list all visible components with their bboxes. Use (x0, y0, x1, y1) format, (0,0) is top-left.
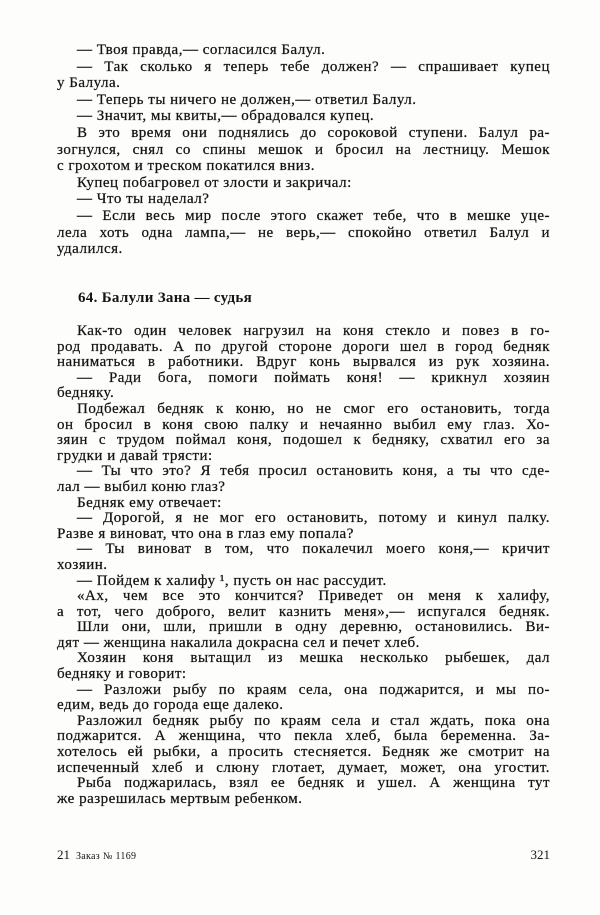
text-line: бедняку. (57, 385, 115, 402)
text-line: — Ты что это? Я тебя просил остановить коня, а ты что сде- (77, 463, 550, 480)
text-line: — Твоя правда,— согласился Балул. (77, 42, 326, 58)
text-line: Как-то один человек нагрузил на коня стекло и повез в го- (77, 323, 550, 339)
text-line: же разрешилась мертвым ребенком. (57, 790, 303, 807)
text-line: наниматься в работники. Вдруг конь вырвался из рук хозяина. (57, 354, 550, 371)
text-line: Купец побагровел от злости и закричал: (77, 174, 352, 191)
text-line: — Пойдем к халифу ¹, пусть он нас рассудит. (77, 572, 387, 589)
text-line: — Так сколько я теперь тебе должен? — спрашивает купец (77, 58, 550, 75)
text-line: испеченный хлеб и слюну глотает, думает, может, она угостит. (57, 759, 550, 776)
text-line: он бросил в коня свою палку и нечаянно выбил ему глаз. Хо- (57, 416, 550, 433)
text-line: лела хоть одна лампа,— не верь,— спокойно ответил Балул и (57, 224, 550, 241)
text-line: грудки и давай трясти: (57, 447, 213, 464)
printer-signature (57, 847, 136, 863)
text-line: с грохотом и треском покатился вниз. (57, 158, 315, 175)
text-line: «Ах, чем все это кончится? Приведет он меня к халифу, (77, 588, 550, 605)
text-line: род продавать. А по другой стороне дороги шел в город бедняк (57, 338, 550, 355)
text-line: — Дорогой, я не мог его остановить, потому и кинул палку. (77, 510, 550, 527)
text-line: у Балула. (57, 75, 121, 92)
order-number: Заказ № 1169 (76, 851, 137, 862)
text-line: хотелось ей рыбки, а просить стесняется. Бедняк же смотрит на (57, 744, 550, 761)
text-line: дят — женщина накалила докрасна сел и печет хлеб. (57, 634, 420, 651)
story-body-text (57, 324, 550, 807)
signature-number: 21 (57, 847, 70, 862)
text-line: — Если весь мир после этого скажет тебе, что в мешке уце- (77, 207, 550, 224)
section-heading: 64. Балули Зана — судья (78, 290, 253, 306)
text-line: удалился. (57, 241, 123, 258)
page-footer (57, 847, 550, 863)
text-line: Шли они, шли, пришли в одну деревню, остановились. Ви- (77, 619, 550, 636)
text-line: Подбежал бедняк к коню, но не смог его остановить, тогда (77, 400, 550, 417)
text-line: лал — выбил коню глаз? (57, 478, 226, 495)
text-line: В это время они поднялись до сороковой ступени. Балул ра- (77, 124, 550, 141)
text-line: — Теперь ты ничего не должен,— ответил Балул. (77, 91, 417, 108)
text-line: зяин с трудом поймал коня, подошел к бедняку, схватил его за (57, 432, 550, 449)
text-line: — Значит, мы квиты,— обрадовался купец. (77, 108, 375, 125)
text-line: хозяин. (57, 556, 108, 573)
text-line: Хозяин коня вытащил из мешка несколько рыбешек, дал (77, 650, 550, 667)
text-line: а тот, чего доброго, велит казнить меня»,— испугался бедняк. (57, 603, 550, 620)
text-line: Разложил бедняк рыбу по краям села и стал ждать, пока она (77, 712, 550, 729)
text-line: поджарится. А женщина, что пекла хлеб, была беременна. За- (57, 728, 550, 745)
text-line: — Что ты наделал? (77, 191, 210, 208)
text-line: Бедняк ему отвечает: (77, 494, 222, 511)
text-line: бедняку и говорит: (57, 666, 187, 683)
text-line: — Ты виноват в том, что покалечил моего коня,— кричит (77, 541, 550, 558)
text-line: — Ради бога, помоги поймать коня! — крикнул хозяин (77, 369, 550, 386)
text-line: — Разложи рыбу по краям села, она поджарится, и мы по- (77, 681, 550, 698)
text-line: едим, ведь до города еще далеко. (57, 697, 284, 714)
page-number: 321 (530, 847, 550, 862)
text-line: Рыба поджарилась, взял ее бедняк и ушел. А женщина тут (77, 775, 550, 792)
text-line: зогнулся, снял со спины мешок и бросил на лестницу. Мешок (57, 141, 550, 158)
text-line: Разве я виноват, что она в глаз ему попала? (57, 525, 354, 542)
story-ending-text (57, 42, 550, 258)
